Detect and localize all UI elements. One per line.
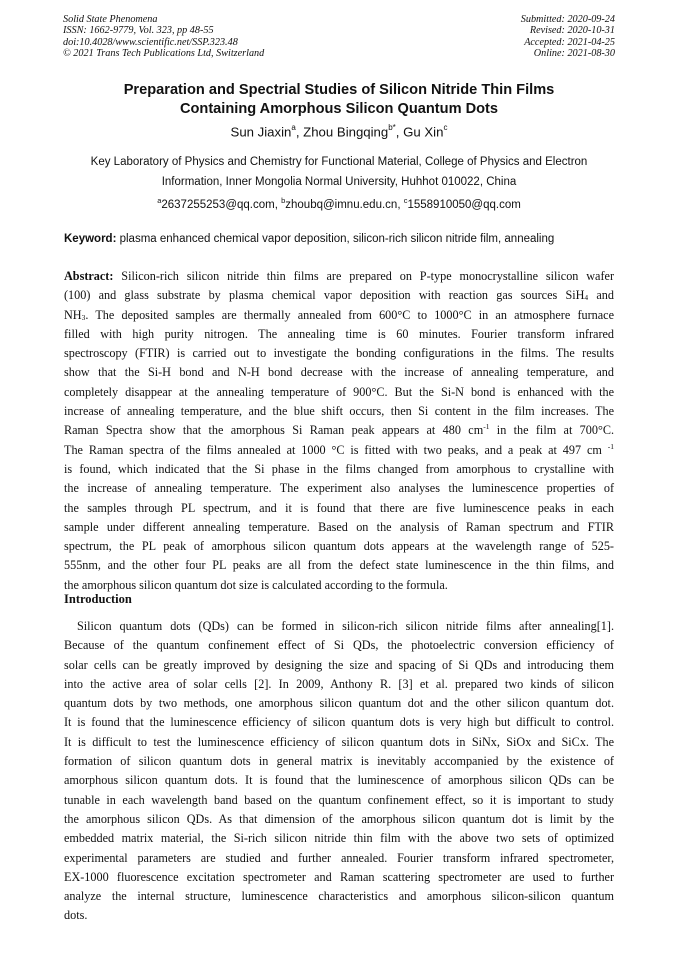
submission-dates — [521, 14, 615, 59]
paper-title — [40, 81, 638, 119]
email-mark: b — [281, 196, 286, 205]
abstract-line: show that the Si-H bond and N-H bond decrease with the increase of annealing temperature, and — [64, 365, 614, 380]
abstract-line: filled with high purity nitrogen. The annealing time is 60 minutes. Fourier transform infrared — [64, 326, 614, 341]
email-mark: c — [403, 196, 408, 205]
abstract-line: The Raman spectra of the films annealed at 1000 °C is fitted with two peaks, and a peak at 497 cm $^{-1}$ — [64, 441, 615, 457]
abstract-line: increase of annealing temperature, and the blue shift occurs, then Si content in the film increases. The — [64, 404, 614, 419]
abstract-line: sample under different annealing temperature. Based on the analysis of Raman spectrum and FTIR — [64, 519, 614, 534]
intro-line: into the active area of solar cells [2]. In 2009, Anthony R. [3] et al. prepared two kinds of silicon — [64, 676, 614, 691]
intro-line: amorphous silicon quantum dots. It is found that the luminescence of amorphous silicon QDs can be — [64, 773, 614, 788]
email-mark: a — [157, 196, 162, 205]
email-address[interactable]: 1558910050@qq.com — [407, 198, 521, 211]
date-accepted: Accepted: 2021-04-25 — [524, 36, 615, 48]
abstract-line: $NH_3$. The deposited samples are thermally annealed from 600°C to 1000°C in an atmosphere furnace — [64, 307, 614, 322]
intro-line: solar cells can be greatly improved by designing the size and spacing of Si QDs and introducing them — [64, 657, 614, 672]
title-line: Preparation and Spectrial Studies of Silicon Nitride Thin Films — [123, 82, 555, 98]
date-revised: Revised: 2020-10-31 — [529, 25, 615, 37]
journal-name: Solid State Phenomena — [63, 14, 158, 25]
introduction-body — [64, 617, 614, 926]
keyword-text: plasma enhanced chemical vapor deposition, silicon-rich silicon nitride film, annealing — [119, 233, 555, 245]
author-mark: c — [443, 123, 448, 132]
affiliation-line: Key Laboratory of Physics and Chemistry for Functional Material, College of Physics and Electron — [90, 156, 588, 168]
journal-info — [63, 14, 264, 59]
intro-line: formation of silicon quantum dots in general matrix is inevitably accompanied by the existence of — [64, 754, 614, 769]
abstract-line: the amorphous silicon quantum dot size is calculated according to the formula. — [64, 577, 448, 592]
date-online: Online: 2021-08-30 — [533, 47, 615, 59]
intro-line: analyze the internal structure, luminescence characteristics and amorphous silicon-silicon quantum — [64, 889, 614, 904]
intro-line: EX-1000 fluorescence excitation spectrometer and Raman scattering spectrometer are used to further — [64, 869, 614, 884]
abstract-line: completely disappear at the annealing temperature of 900°C. But the Si-N bond is enhanced with the — [64, 384, 614, 399]
journal-copyright: © 2021 Trans Tech Publications Ltd, Switzerland — [63, 47, 265, 59]
affiliation-line: Information, Inner Mongolia Normal University, Huhhot 010022, China — [161, 175, 517, 188]
author-mark: a — [291, 123, 296, 132]
abstract-line: Abstract: Silicon-rich silicon nitride thin films are prepared on P-type monocrystalline silicon wafer — [64, 269, 614, 283]
intro-line: It is difficult to test the luminescence efficiency of silicon quantum dots in SiNx, SiOx and SiCx. The — [64, 734, 614, 749]
keyword-label: Keyword: — [64, 233, 117, 245]
section-heading-introduction: Introduction — [64, 592, 132, 606]
journal-issn: ISSN: 1662-9779, Vol. 323, pp 48-55 — [63, 25, 214, 37]
abstract-line: (100) and glass substrate by plasma chemical vapor deposition with reaction gas sources SiH$_4$ and — [64, 288, 614, 303]
keywords — [64, 233, 554, 245]
author-name: Zhou Bingqing — [303, 124, 389, 140]
email-address[interactable]: 2637255253@qq.com — [161, 198, 275, 211]
intro-line: tunable in each wavelength band based on the quantum confinement effect, so it is important to study — [64, 792, 614, 807]
abstract — [64, 267, 614, 595]
abstract-line: 555nm, and the other four PL peaks are all from the defect state luminescence in the thin films, and — [64, 558, 614, 573]
abstract-label: Abstract: — [64, 269, 114, 283]
intro-line: experimental parameters are studied and further annealed. Fourier transform infrared spectrometer, — [64, 850, 614, 865]
intro-line: Silicon quantum dots (QDs) can be formed in silicon-rich silicon nitride films after annealing[1]. — [77, 619, 614, 633]
author-emails: $^a$2637255253@qq.com, $^b$zhoubq@imnu.edu.cn, $^c$1558910050@qq.com — [157, 196, 521, 211]
intro-line: dots. — [64, 908, 88, 923]
intro-line: the amorphous silicon QDs. As that dimension of the amorphous silicon quantum dot is limit by the — [64, 811, 614, 826]
intro-line: quantum dots by two methods, one amorphous silicon quantum dot and the other silicon quantum dot. — [64, 696, 614, 711]
abstract-line: is found, which indicated that the Si phase in the films changed from amorphous to crystalline with — [64, 461, 614, 476]
date-submitted: Submitted: 2020-09-24 — [520, 14, 615, 25]
email-address[interactable]: zhoubq@imnu.edu.cn — [285, 198, 398, 211]
affiliation — [40, 153, 638, 192]
abstract-line: spectrum, the PL peak of amorphous silicon quantum dots appears at the wavelength range of 525- — [64, 539, 614, 554]
author-name: Gu Xin — [403, 124, 444, 140]
abstract-line: the increase of annealing temperature. The experiment also analyses the luminescence properties of — [64, 481, 614, 496]
author-name: Sun Jiaxin — [230, 124, 292, 140]
title-line: Containing Amorphous Silicon Quantum Dots — [179, 101, 499, 117]
author-mark: b* — [388, 123, 396, 132]
abstract-line: the samples through PL spectrum, and it is found that there are five luminescence peaks in each — [64, 500, 614, 515]
journal-doi: doi:10.4028/www.scientific.net/SSP.323.48 — [63, 36, 238, 48]
author-list: Sun Jiaxin$^a$, Zhou Bingqing$^{b*}$, Gu Xin$^c$ — [230, 123, 448, 140]
abstract-line: Raman Spectra show that the amorphous Si Raman peak appears at 480 $cm^{-1}$ in the film at 700°C. — [64, 422, 615, 438]
abstract-line: spectroscopy (FTIR) is carried out to investigate the bonding configurations in the films. The results — [64, 346, 614, 361]
intro-line: Because of the quantum confinement effect of Si QDs, the photoelectric conversion efficiency of — [64, 638, 614, 653]
intro-line: embedded matrix material, the Si-rich silicon nitride thin film with the above two sets of optimized — [64, 831, 614, 846]
intro-line: It is found that the luminescence efficiency of silicon quantum dots is very high but difficult to control. — [64, 715, 614, 730]
